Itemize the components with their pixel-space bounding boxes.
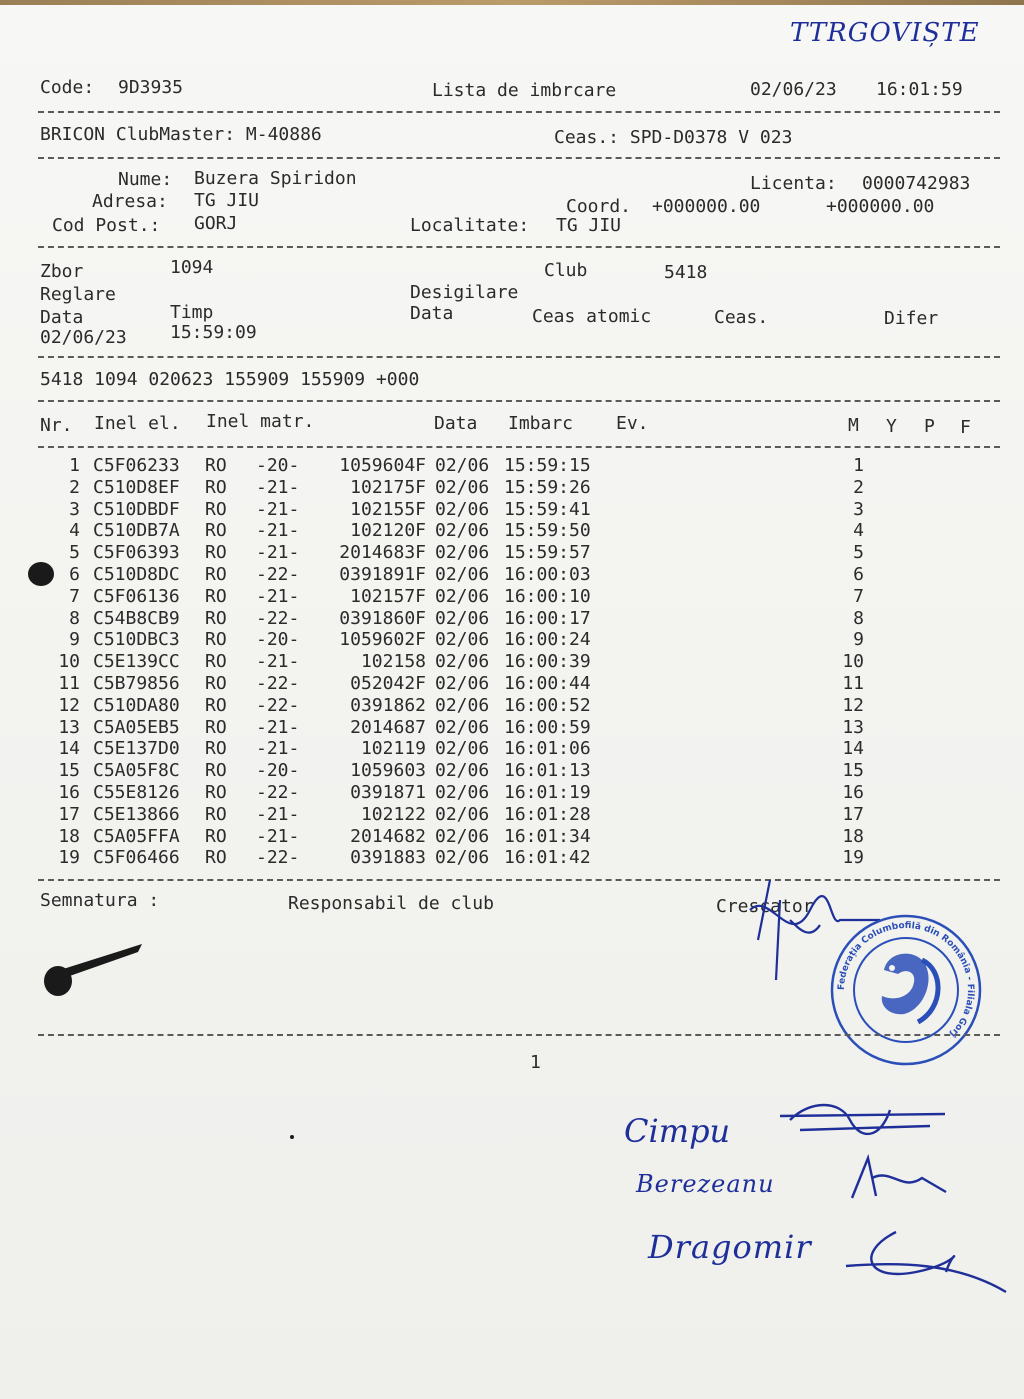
row-nr: 3	[69, 498, 80, 520]
col-m: M	[848, 415, 859, 436]
row-inel-el: C510DA80	[93, 694, 180, 716]
row-country: RO	[205, 673, 227, 694]
col-data: Data	[434, 413, 478, 434]
row-year: -22-	[256, 607, 300, 629]
row-inel-matr: 102158	[360, 651, 426, 673]
row-inel-matr: 0391891F	[339, 564, 426, 585]
row-time: 16:01:19	[504, 782, 591, 803]
row-inel-matr: 102120F	[350, 520, 426, 542]
clock-id: Ceas.: SPD-D0378 V 023	[554, 127, 793, 148]
data-label: Data	[40, 307, 84, 328]
row-date: 02/06	[435, 847, 490, 869]
row-inel-el: C54B8CB9	[93, 607, 180, 629]
nume-value: Buzera Spiridon	[194, 168, 357, 189]
table-row	[0, 499, 1024, 521]
row-time: 15:59:41	[504, 498, 591, 520]
row-m: 8	[853, 607, 864, 629]
coord-y: +000000.00	[826, 196, 935, 217]
punch-mark-tail	[56, 940, 146, 980]
row-time: 16:00:52	[504, 694, 591, 716]
row-country: RO	[205, 542, 227, 564]
row-m: 9	[853, 629, 864, 651]
col-f: F	[960, 417, 971, 438]
row-country: RO	[205, 498, 227, 520]
row-nr: 10	[58, 651, 80, 673]
row-inel-el: C5E13866	[93, 803, 180, 825]
row-year: -20-	[256, 629, 300, 651]
handwritten-name-3: Dragomir	[648, 1228, 812, 1266]
row-date: 02/06	[435, 520, 490, 542]
row-inel-el: C5F06466	[93, 847, 180, 869]
divider	[38, 246, 1000, 248]
localitate-value: TG JIU	[556, 215, 622, 236]
row-time: 16:00:59	[504, 716, 591, 738]
row-inel-matr: 102122	[360, 803, 426, 825]
row-m: 7	[853, 585, 864, 607]
table-row	[0, 586, 1024, 608]
row-date: 02/06	[435, 738, 490, 760]
row-inel-matr: 1059602F	[339, 629, 426, 651]
row-year: -20-	[256, 455, 300, 476]
row-year: -21-	[256, 738, 300, 760]
table-row	[0, 477, 1024, 499]
cod-post-label: Cod Post.:	[52, 215, 161, 236]
licenta-label: Licenta:	[750, 173, 837, 194]
table-row	[0, 673, 1024, 695]
divider	[38, 111, 1000, 113]
row-m: 3	[853, 498, 864, 520]
table-row	[0, 455, 1024, 477]
row-country: RO	[205, 803, 227, 825]
table-row	[0, 651, 1024, 673]
row-year: -22-	[256, 847, 300, 869]
row-time: 16:01:28	[504, 803, 591, 825]
row-inel-matr: 2014682	[350, 825, 426, 847]
zbor-label: Zbor	[40, 261, 84, 282]
row-year: -21-	[256, 716, 300, 738]
row-m: 15	[842, 760, 864, 782]
row-nr: 19	[58, 847, 80, 869]
table-row	[0, 564, 1024, 586]
handwritten-signature-1	[780, 1090, 950, 1150]
header-date: 02/06/23	[750, 79, 837, 100]
row-inel-el: C510D8EF	[93, 476, 180, 498]
row-m: 6	[853, 564, 864, 585]
row-year: -21-	[256, 520, 300, 542]
row-nr: 13	[58, 716, 80, 738]
row-inel-el: C5F06136	[93, 585, 180, 607]
row-nr: 4	[69, 520, 80, 542]
row-time: 16:00:10	[504, 585, 591, 607]
row-m: 5	[853, 542, 864, 564]
row-country: RO	[205, 847, 227, 869]
row-country: RO	[205, 716, 227, 738]
row-inel-matr: 0391860F	[339, 607, 426, 629]
row-country: RO	[205, 782, 227, 803]
row-year: -21-	[256, 803, 300, 825]
handwritten-name-1: Cimpu	[624, 1112, 731, 1150]
row-date: 02/06	[435, 455, 490, 476]
reglare-time: 15:59:09	[170, 322, 257, 343]
divider	[38, 356, 1000, 358]
row-date: 02/06	[435, 694, 490, 716]
row-nr: 15	[58, 760, 80, 782]
table-row	[0, 847, 1024, 869]
club-label: Club	[544, 260, 588, 281]
desigilare-data-label: Data	[410, 303, 454, 324]
row-time: 16:01:13	[504, 760, 591, 782]
row-year: -20-	[256, 760, 300, 782]
row-date: 02/06	[435, 629, 490, 651]
col-p: P	[924, 416, 935, 437]
row-m: 12	[842, 694, 864, 716]
row-year: -22-	[256, 673, 300, 694]
row-inel-matr: 102175F	[350, 476, 426, 498]
table-row	[0, 695, 1024, 717]
club-master: BRICON ClubMaster: M-40886	[40, 124, 322, 145]
row-time: 16:00:24	[504, 629, 591, 651]
table-row	[0, 738, 1024, 760]
row-inel-matr: 1059604F	[339, 455, 426, 476]
row-inel-el: C5F06393	[93, 542, 180, 564]
localitate-label: Localitate:	[410, 215, 530, 236]
row-year: -21-	[256, 651, 300, 673]
adresa-value: TG JIU	[194, 190, 260, 211]
row-country: RO	[205, 760, 227, 782]
zbor-value: 1094	[170, 257, 214, 278]
row-time: 15:59:26	[504, 476, 591, 498]
page-number: 1	[530, 1052, 541, 1073]
crescator-label: Crescator	[716, 896, 814, 917]
row-m: 18	[842, 825, 864, 847]
table-row	[0, 782, 1024, 804]
row-time: 16:00:44	[504, 673, 591, 694]
row-time: 15:59:57	[504, 542, 591, 564]
row-time: 15:59:15	[504, 455, 591, 476]
row-year: -22-	[256, 564, 300, 585]
row-m: 1	[853, 455, 864, 476]
row-year: -21-	[256, 585, 300, 607]
difer-label: Difer	[884, 308, 939, 329]
code-label: Code:	[40, 77, 95, 98]
club-stamp	[826, 910, 986, 1070]
row-m: 11	[842, 673, 864, 694]
row-country: RO	[205, 694, 227, 716]
row-inel-el: C5A05FFA	[93, 825, 180, 847]
row-nr: 7	[69, 585, 80, 607]
handwritten-name-2: Berezeanu	[636, 1170, 775, 1198]
coord-label: Coord.	[566, 196, 632, 217]
row-m: 17	[842, 803, 864, 825]
row-nr: 14	[58, 738, 80, 760]
nume-label: Nume:	[118, 169, 173, 190]
row-time: 16:01:34	[504, 825, 591, 847]
row-year: -22-	[256, 782, 300, 803]
row-time: 16:00:39	[504, 651, 591, 673]
row-m: 4	[853, 520, 864, 542]
row-m: 16	[842, 782, 864, 803]
row-time: 16:00:03	[504, 564, 591, 585]
document-title: Lista de imbrcare	[432, 80, 617, 101]
divider	[38, 446, 1000, 448]
responsabil-label: Responsabil de club	[288, 893, 494, 914]
divider	[38, 400, 1000, 402]
timp-label: Timp	[170, 302, 214, 323]
row-nr: 11	[58, 673, 80, 694]
row-m: 10	[842, 651, 864, 673]
table-row	[0, 629, 1024, 651]
handwritten-signature-2	[842, 1148, 952, 1208]
row-inel-el: C5E137D0	[93, 738, 180, 760]
table-row	[0, 826, 1024, 848]
row-inel-el: C5A05EB5	[93, 716, 180, 738]
cod-post-value: GORJ	[194, 213, 238, 234]
punch-mark	[28, 562, 54, 586]
row-nr: 2	[69, 476, 80, 498]
table-row	[0, 717, 1024, 739]
speck	[290, 1135, 294, 1139]
row-inel-el: C510DB7A	[93, 520, 180, 542]
row-country: RO	[205, 476, 227, 498]
handwritten-location: TTRGOVIȘTE	[790, 18, 980, 48]
row-time: 16:01:42	[504, 847, 591, 869]
row-inel-matr: 2014683F	[339, 542, 426, 564]
row-m: 2	[853, 476, 864, 498]
row-inel-el: C5B79856	[93, 673, 180, 694]
row-m: 13	[842, 716, 864, 738]
row-date: 02/06	[435, 542, 490, 564]
table-row	[0, 542, 1024, 564]
row-inel-el: C510DBDF	[93, 498, 180, 520]
club-value: 5418	[664, 262, 708, 283]
row-date: 02/06	[435, 803, 490, 825]
row-year: -22-	[256, 694, 300, 716]
row-inel-matr: 102157F	[350, 585, 426, 607]
col-ev: Ev.	[616, 413, 649, 434]
row-inel-el: C5E139CC	[93, 651, 180, 673]
row-date: 02/06	[435, 673, 490, 694]
reglare-label: Reglare	[40, 284, 116, 305]
row-date: 02/06	[435, 782, 490, 803]
row-m: 19	[842, 847, 864, 869]
row-country: RO	[205, 607, 227, 629]
col-inel-el: Inel el.	[94, 413, 181, 434]
row-nr: 12	[58, 694, 80, 716]
row-country: RO	[205, 629, 227, 651]
row-year: -21-	[256, 825, 300, 847]
row-country: RO	[205, 585, 227, 607]
row-year: -21-	[256, 476, 300, 498]
row-nr: 5	[69, 542, 80, 564]
row-country: RO	[205, 564, 227, 585]
adresa-label: Adresa:	[92, 191, 168, 212]
row-date: 02/06	[435, 651, 490, 673]
row-nr: 6	[69, 564, 80, 585]
table-row	[0, 520, 1024, 542]
summary-line: 5418 1094 020623 155909 155909 +000	[40, 369, 420, 390]
row-inel-el: C510D8DC	[93, 564, 180, 585]
photo-edge	[0, 0, 1024, 5]
ceas-label: Ceas.	[714, 307, 769, 328]
licenta-value: 0000742983	[862, 173, 971, 194]
row-nr: 8	[69, 607, 80, 629]
coord-x: +000000.00	[652, 196, 761, 217]
row-m: 14	[842, 738, 864, 760]
row-date: 02/06	[435, 564, 490, 585]
row-date: 02/06	[435, 760, 490, 782]
row-date: 02/06	[435, 825, 490, 847]
col-inel-matr: Inel matr.	[206, 411, 315, 432]
row-inel-matr: 102155F	[350, 498, 426, 520]
col-imbarc: Imbarc	[508, 413, 574, 434]
row-inel-el: C5F06233	[93, 455, 180, 476]
ceas-atomic-label: Ceas atomic	[532, 306, 652, 327]
header-time: 16:01:59	[876, 79, 963, 100]
row-inel-matr: 0391871	[350, 782, 426, 803]
row-country: RO	[205, 520, 227, 542]
divider	[38, 157, 1000, 159]
row-inel-matr: 0391862	[350, 694, 426, 716]
row-nr: 17	[58, 803, 80, 825]
row-year: -21-	[256, 542, 300, 564]
row-inel-el: C5A05F8C	[93, 760, 180, 782]
handwritten-signature-3	[836, 1222, 1016, 1302]
row-nr: 9	[69, 629, 80, 651]
table-row	[0, 804, 1024, 826]
stamp-text: Federația Columbofilă din România - Filiala Gorj	[836, 920, 976, 1039]
divider	[38, 1034, 1000, 1036]
row-inel-matr: 102119	[360, 738, 426, 760]
row-country: RO	[205, 738, 227, 760]
row-time: 15:59:50	[504, 520, 591, 542]
row-inel-el: C510DBC3	[93, 629, 180, 651]
row-date: 02/06	[435, 476, 490, 498]
semnatura-label: Semnatura :	[40, 890, 160, 911]
col-nr: Nr.	[40, 415, 73, 436]
row-date: 02/06	[435, 607, 490, 629]
reglare-date: 02/06/23	[40, 327, 127, 348]
row-date: 02/06	[435, 716, 490, 738]
row-time: 16:00:17	[504, 607, 591, 629]
row-inel-el: C55E8126	[93, 782, 180, 803]
col-y: Y	[886, 416, 897, 437]
row-inel-matr: 0391883	[350, 847, 426, 869]
row-country: RO	[205, 455, 227, 476]
row-inel-matr: 052042F	[350, 673, 426, 694]
row-nr: 16	[58, 782, 80, 803]
row-nr: 1	[69, 455, 80, 476]
row-year: -21-	[256, 498, 300, 520]
row-time: 16:01:06	[504, 738, 591, 760]
row-inel-matr: 2014687	[350, 716, 426, 738]
row-date: 02/06	[435, 498, 490, 520]
row-country: RO	[205, 651, 227, 673]
code-value: 9D3935	[118, 77, 184, 98]
row-country: RO	[205, 825, 227, 847]
desigilare-label: Desigilare	[410, 282, 519, 303]
table-row	[0, 760, 1024, 782]
row-inel-matr: 1059603	[350, 760, 426, 782]
row-nr: 18	[58, 825, 80, 847]
row-date: 02/06	[435, 585, 490, 607]
table-row	[0, 608, 1024, 630]
